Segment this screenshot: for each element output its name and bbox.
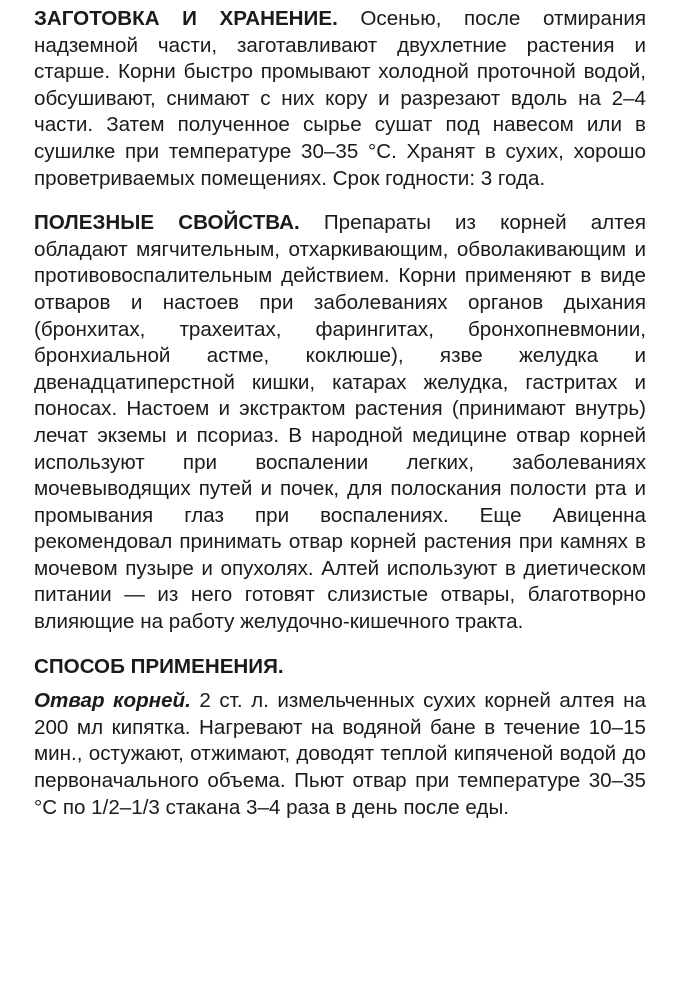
document-page xyxy=(34,6,646,821)
usage-text: 2 ст. л. измельченных сухих корней алтея на 200 мл кипятка. Нагревают на водяной бане в течение 10–15 мин., остужают, отжимают, доводят теплой кипяченой водой до первоначального объема. Пьют отвар при температуре 30–35 °С по 1/2–1/3 стакана 3–4 раза в день после еды. xyxy=(34,689,646,819)
usage-subheading: Отвар корней. xyxy=(34,689,191,713)
storage-heading: ЗАГОТОВКА И ХРАНЕНИЕ. xyxy=(34,7,338,30)
usage-paragraph xyxy=(34,688,646,821)
storage-paragraph xyxy=(34,6,646,192)
properties-heading: ПОЛЕЗНЫЕ СВОЙСТВА. xyxy=(34,211,300,235)
storage-text: Осенью, после отмирания надземной части, заготавливают двухлетние растения и старше. Корни быстро промывают холодной проточной водой, обсушивают, снимают с них кору и разрезают вдоль на 2–4 части. Затем полученное сырье сушат под навесом или в сушилке при температуре 30–35 °С. Хранят в сухих, хорошо проветриваемых помещениях. Срок годности: 3 года. xyxy=(34,7,646,190)
usage-heading: СПОСОБ ПРИМЕНЕНИЯ. xyxy=(34,654,284,678)
properties-text: Препараты из корней алтея обладают мягчительным, отхаркивающим, обволакивающим и противовоспалительным действием. Корни применяют в виде отваров и настоев при заболеваниях органов дыхания (бронхитах, трахеитах, фарингитах, бронхопневмонии, бронхиальной астме, коклюше), язве желудка и двенадцатиперстной кишки, катарах желудка, гастритах и поносах. Настоем и экстрактом растения (принимают внутрь) лечат экземы и псориаз. В народной медицине отвар корней используют при воспалении легких, заболеваниях мочевыводящих путей и почек, для полоскания полости рта и промывания глаз при воспалениях. Еще Авиценна рекомендовал принимать отвар корней растения при камнях в мочевом пузыре и опухолях. Алтей используют в диетическом питании — из него готовят слизистые отвары, благотворно влияющие на работу желудочно-кишечного тракта. xyxy=(34,211,646,634)
properties-paragraph xyxy=(34,210,646,636)
